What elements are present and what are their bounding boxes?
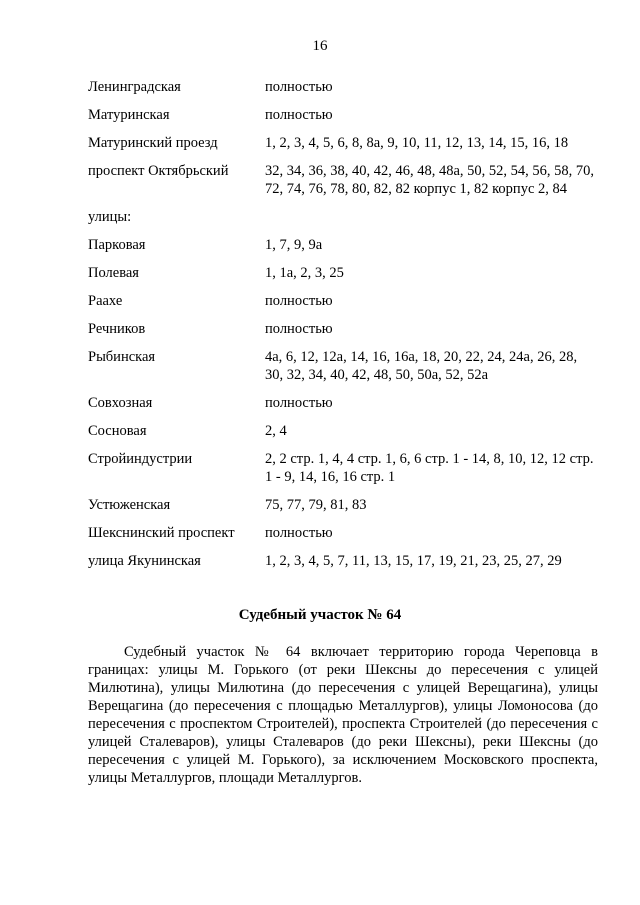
street-row <box>88 264 598 282</box>
street-name: Рыбинская <box>88 349 156 365</box>
house-numbers: 32, 34, 36, 38, 40, 42, 46, 48, 48а, 50, 52, 54, 56, 58, 70, 72, 74, 76, 78, 80, 82, 82 корпус 1, 82 корпус 2, 84 <box>265 163 595 197</box>
street-name: Сосновая <box>88 423 147 439</box>
street-name: улица Якунинская <box>88 553 201 569</box>
street-name: Раахе <box>88 293 123 309</box>
house-numbers: полностью <box>265 321 333 337</box>
street-row <box>88 552 598 570</box>
street-row <box>88 236 598 254</box>
street-name: Матуринский проезд <box>88 135 218 151</box>
street-row <box>88 78 598 96</box>
house-numbers: полностью <box>265 293 333 309</box>
house-numbers: полностью <box>265 525 333 541</box>
house-numbers: 1, 2, 3, 4, 5, 7, 11, 13, 15, 17, 19, 21, 23, 25, 27, 29 <box>265 553 562 569</box>
house-numbers: 1, 7, 9, 9а <box>265 237 323 253</box>
street-name: проспект Октябрьский <box>88 163 229 179</box>
house-numbers: полностью <box>265 79 333 95</box>
house-numbers: 75, 77, 79, 81, 83 <box>265 497 367 513</box>
house-numbers <box>265 208 598 226</box>
street-name: Матуринская <box>88 107 170 123</box>
street-row <box>88 450 598 486</box>
street-row <box>88 496 598 514</box>
street-name: Парковая <box>88 237 146 253</box>
street-row <box>88 348 598 384</box>
street-list <box>88 78 598 570</box>
street-row <box>88 106 598 124</box>
section-heading: Судебный участок № 64 <box>238 607 402 623</box>
street-name: Шекснинский проспект <box>88 525 235 541</box>
house-numbers: 2, 2 стр. 1, 4, 4 стр. 1, 6, 6 стр. 1 - 14, 8, 10, 12, 12 стр. 1 - 9, 14, 16, 16 стр. 1 <box>265 451 594 485</box>
street-name: улицы: <box>88 209 132 225</box>
house-numbers: 1, 1а, 2, 3, 25 <box>265 265 344 281</box>
street-name: Ленинградская <box>88 79 181 95</box>
street-row <box>88 292 598 310</box>
house-numbers: полностью <box>265 395 333 411</box>
street-name: Устюженская <box>88 497 171 513</box>
street-row <box>88 524 598 542</box>
house-numbers: 4а, 6, 12, 12а, 14, 16, 16а, 18, 20, 22, 24, 24а, 26, 28, 30, 32, 34, 40, 42, 48, 50, 50а, 52, 52а <box>265 349 578 383</box>
street-row <box>88 162 598 198</box>
street-name: Совхозная <box>88 395 153 411</box>
page-number: 16 <box>312 38 328 54</box>
street-row <box>88 394 598 412</box>
street-row <box>88 134 598 152</box>
house-numbers: полностью <box>265 107 333 123</box>
section-body: Судебный участок № 64 включает территорию города Череповца в границах: улицы М. Горького (от реки Шексны до пересечения с улицей Милютина), улицы Милютина (до пересечения с улицей Верещагина), улицы Верещагина (до пересечения с площадью Металлургов), улицы Ломоносова (до пересечения с проспектом Строителей), проспекта Строителей (до пересечения с улицей Сталеваров), улицы Сталеваров (до реки Шексны), реки Шексны (до пересечения с улицей М. Горького), за исключением Московского проспекта, улицы Металлургов, площади Металлургов. <box>88 644 598 786</box>
house-numbers: 1, 2, 3, 4, 5, 6, 8, 8а, 9, 10, 11, 12, 13, 14, 15, 16, 18 <box>265 135 569 151</box>
street-row <box>88 208 598 226</box>
street-name: Полевая <box>88 265 139 281</box>
street-row <box>88 320 598 338</box>
house-numbers: 2, 4 <box>265 423 287 439</box>
street-row <box>88 422 598 440</box>
street-name: Стройиндустрии <box>88 451 193 467</box>
street-name: Речников <box>88 321 146 337</box>
